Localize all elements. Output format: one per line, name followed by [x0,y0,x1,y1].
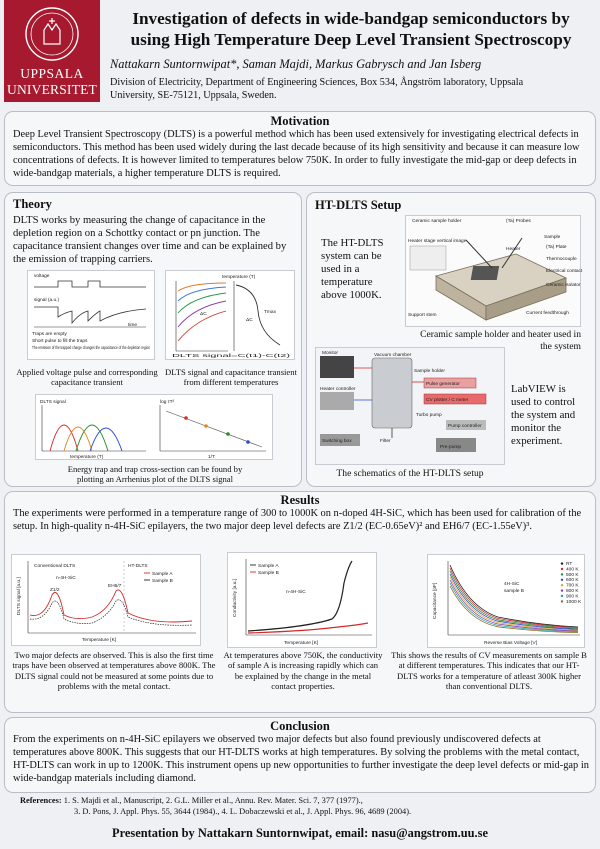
conclusion-panel [4,717,596,793]
plot1-label-ht: HT-DLTS [128,564,148,569]
schematic-label-8: Switching box [322,439,352,444]
schematic-label-7: Pump controller [448,424,482,429]
schematic-figure [315,347,505,465]
sample-holder-figure [405,215,581,327]
references [20,795,590,817]
theory-caption-2: DLTS signal and capacitance transient from different temperatures [165,367,297,388]
cv-legend-marker-2 [561,573,563,575]
dlts-signal-figure [165,270,295,360]
cv-legend-6: 900 K [566,594,579,600]
results-panel [4,491,596,713]
fig2-dc-label: ΔC [200,312,207,317]
holder-label-8: Ceramic isolator [546,283,581,288]
logo-text-line1: UPPSALA [20,66,84,81]
fig2-dc2-label: ΔC [246,318,253,323]
schematic-label-5: Heater controller [320,387,356,392]
plot1-peak1: Z1/2 [50,588,60,593]
cv-legend-4: 700 K [566,583,579,589]
plot3-ylabel: Capacitance [pF] [433,582,438,619]
arrhenius-figure [35,394,273,460]
plot2-ylabel: Conductivity [a.u.] [233,578,238,617]
holder-label-9: Current feedthrough [526,311,569,316]
authors: Nattakarn Suntornwipat*, Saman Majdi, Markus Gabrysch and Jan Isberg [110,57,482,71]
plot2-legend-b: Sample B [258,571,279,576]
fig1-signal-label: signal (a.u.) [34,298,60,303]
holder-label-7: Electrical contact [546,269,583,274]
title-line2: using High Temperature Deep Level Transient Spectroscopy [130,30,572,49]
holder-label-2: Sample [544,235,561,240]
references-label: References: [20,796,62,805]
conductivity-plot [227,552,377,648]
plot1-label-conv: Conventional DLTS [34,564,76,569]
schematic-label-2: Sample holder [414,369,445,374]
cv-legend-marker-6 [561,595,563,597]
conclusion-title: Conclusion [270,719,330,733]
schematic-label-4: CV plotter / C meter [426,398,469,403]
schematic-label-6: Turbo pump [416,413,442,418]
fig3-xlabel: temperature (T) [70,455,104,460]
plot1-legend-a: Sample A [152,572,173,577]
theory-caption-1: Applied voltage pulse and corresponding capacitance transient [16,367,158,388]
holder-label-4: Heater [506,247,521,252]
cv-curve-1 [450,568,578,628]
schematic-label-0: Monitor [322,351,338,356]
affiliation-line2: University, SE-75121, Uppsala, Sweden. [110,90,277,101]
seal-icon [4,0,100,68]
holder-label-10: Support stem [408,313,437,318]
fig2-temperature-label: temperature (T) [222,275,256,280]
schematic-label-3: Pulse generator [426,382,460,387]
fig2-xlabel: DLTS signal=C(t1)-C(t2) [172,354,224,359]
conclusion-text: From the experiments on n-4H-SiC epilayers we observed two major defects but also found previously undiscovered defects at temperatures above 800K. This suggests that our HT-DLTS works at high temperatures. By solving the problems with the metal contact, HT-DLTS can work in up to 1200K. This instrument opens up new opportunities to further investigate the deep level defects or mid-gap in wide-bandgap materials including diamond. [13,734,589,784]
plot1-ylabel: DLTS signal [a.u.] [17,577,22,615]
dlts-results-plot [11,554,201,646]
theory-panel [4,192,302,487]
results-caption-1: Two major defects are observed. This is also the first time traps have been observed at temperatures above 800K. The DLTS signal could not be measured at some points due to problems with the metal contact. [12,650,216,692]
cv-legend-marker-7 [561,600,563,602]
references-line2: 3. D. Pons, J. Appl. Phys. 55, 3644 (1984)., 4. L. Dobaczewski et al., J. Appl. Phys. 96, 4689 (2004). [74,807,412,816]
fig3-formula-y: log τT² [160,400,175,405]
holder-label-0: Ceramic sample holder [412,219,462,224]
fig2-tmax-label: Tmax [264,310,276,315]
fig1-legend2: Short pulse to fill the traps [32,339,88,344]
schematic-label-10: Pre-pump [440,445,462,450]
setup-text-2: LabVIEW is used to control the system and monitor the experiment. [511,383,576,447]
fig1-legend1: Traps are empty [32,332,67,337]
plot1-legend-b: Sample B [152,579,173,584]
motivation-text: Deep Level Transient Spectroscopy (DLTS) is a powerful method which has been used extensively for investigating electrical defects in semiconductors. This method has been used widely during the last decade because of its high sensitivity and because it can measure low concentrations of defects. It is however limited to temperatures below 750K. In order to fully investigate the mid-gap or deep defects in wide-bandgap materials, a higher temperature DLTS is required. [13,129,580,179]
holder-label-6: Heater stage vertical image [408,239,467,244]
theory-text: DLTS works by measuring the change of capacitance in the depletion region on a Schottky contact or pn junction. The capacitance transient changes over time and can be explained by the emission of trapping carriers. [13,215,287,265]
plot2-material: n-4H-SiC [286,590,306,595]
cv-legend-marker-0 [561,562,563,564]
logo-text-line2: UNIVERSITET [7,82,97,97]
university-logo [4,0,100,102]
cv-legend-marker-5 [561,589,563,591]
setup-caption-2: The schematics of the HT-DLTS setup [336,468,484,479]
cv-plot [427,554,585,648]
references-line1: 1. S. Majdi et al., Manuscript, 2. G.L. Miller et al., Annu. Rev. Mater. Sci. 7, 377 (1977)., [63,796,363,805]
fig3-formula-x: 1/T [208,455,215,460]
cv-legend-2: 500 K [566,572,579,578]
fig3-ylabel: DLTS signal [40,400,66,405]
cv-legend-3: 600 K [566,578,579,584]
poster-title [104,8,598,50]
schematic-label-9: Filter [380,439,391,444]
title-line1: Investigation of defects in wide-bandgap semiconductors by [132,9,570,28]
cv-legend-marker-4 [561,584,563,586]
plot1-peak2: EH6/7 [108,584,122,589]
plot2-xlabel: Temperature [K] [284,641,319,646]
holder-label-3: (Ta) Plate [546,245,567,250]
results-title: Results [280,493,320,507]
cv-legend-marker-3 [561,579,563,581]
motivation-panel [4,111,596,186]
cv-curve-0 [450,565,578,627]
plot1-material: n-4H-SiC [56,576,76,581]
plot1-xlabel: Temperature [K] [82,638,117,643]
fig1-legend3: The emission of the trapped charge changes the capacitance of the depletion region [32,346,211,351]
holder-label-5: Thermocouple [546,257,577,262]
setup-panel [306,192,596,487]
cv-legend-1: 400 K [566,567,579,573]
setup-text-1: The HT-DLTS system can be used in a temperature above 1000K. [321,237,384,301]
results-caption-3: This shows the results of CV measurements on sample B at different temperatures. This indicates that our HT-DLTS works for a temperature of atleast 300K higher than conventional DLTS. [391,650,587,692]
holder-label-1: (Ta) Probes [506,219,531,224]
cv-legend-0: RT [566,562,573,567]
plot3-sample: sample B [504,589,524,594]
plot3-xlabel: Reverse Bias Voltage [V] [484,641,538,646]
affiliation [110,76,595,102]
cv-legend-5: 800 K [566,589,579,594]
results-text: The experiments were performed in a temperature range of 300 to 1000K on n-doped 4H-SiC, which has been used for calibration of the setup. In high-quality n-4H-SiC epilayers, the two major deep level defects are Z1/2 (EC-0.65eV)² and EH6/7 (EC-1.55eV)³. [13,508,582,532]
presenter-footer: Presentation by Nattakarn Suntornwipat, email: nasu@angstrom.uu.se [112,826,488,840]
fig1-time-label: time [128,323,138,328]
schematic-label-1: Vacuum chamber [374,353,412,358]
plot2-legend-a: Sample A [258,564,279,569]
cv-legend-7: 1000 K [566,599,582,605]
results-caption-2: At temperatures above 750K, the conductivity of sample A is increasing rapidly which can be explained by the change in the metal contact properties. [223,650,383,692]
fig1-voltage-label: voltage [34,274,50,279]
cv-legend-marker-1 [561,568,563,570]
theory-title: Theory [13,197,52,211]
plot3-material: 4H-SiC [504,582,520,587]
affiliation-line1: Division of Electricity, Department of Engineering Sciences, Box 534, Ångström laboratory, Uppsala [110,77,524,88]
setup-caption-1: Ceramic sample holder and heater used in the system [420,329,581,352]
setup-title: HT-DLTS Setup [315,198,402,212]
motivation-title: Motivation [270,114,330,128]
theory-caption-3: Energy trap and trap cross-section can be found by plotting an Arrhenius plot of the DLTS signal [67,464,243,485]
